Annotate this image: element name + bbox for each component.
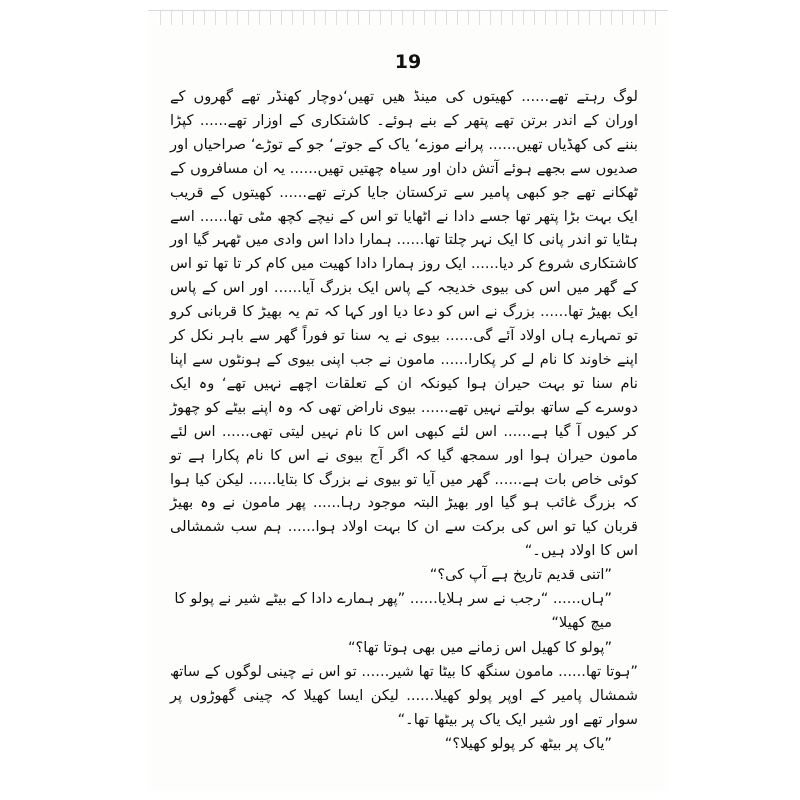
dialogue-line: ”ہوتا تھا...... مامون سنگھ کا بیٹا تھا شیر...... تو اس نے چینی لوگوں کے ساتھ شمشال پامیر کے اوپر پولو کھیلا...... لیکن ایسا کھیلا کہ چینی گھوڑوں پر سوار تھے اور شیر ایک یاک پر بیٹھا تھا۔“: [170, 662, 638, 729]
dialogue-line: ”ہاں...... “رجب نے سر ہلایا...... ”پھر ہمارے دادا کے بیٹے شیر نے پولو کا میچ کھیلا“: [174, 590, 612, 632]
dialogue-block: [170, 563, 638, 757]
body-paragraph: [170, 85, 638, 563]
book-page: [148, 10, 668, 791]
page-number: 19: [394, 51, 422, 73]
dialogue-line: ”یاک پر بیٹھ کر پولو کھیلا؟“: [444, 735, 612, 753]
paragraph-text: لوگ رہتے تھے...... کھیتوں کی مینڈ ھیں تھیں‘دوچار کھنڈر تھے گھروں کے اوران کے اندر برتن تھے پتھر کے بنے ہوئے۔ کاشتکاری کے اوزار تھے...... کپڑا بننے کی کھڈیاں تھیں...... پرانے موزے‘ یاک کے جوتے‘ جو کے توڑے‘ صراحیاں اور صدیوں سے بجھے ہوئے آتش دان اور سیاہ چھتیں تھیں...... یہ ان مسافروں کے ٹھکانے تھے جو کبھی پامیر سے ترکستان جایا کرتے تھے...... کھیتوں کے قریب ایک بہت بڑا پتھر تھا جسے دادا نے اٹھایا تو اس کے نیچے کچھ مٹی تھا...... اسے ہٹایا تو اندر پانی کا ایک نہر چلتا تھا...... ہمارا دادا اس وادی میں ٹھہر گیا اور کاشتکاری شروع کر دیا...... ایک روز ہمارا دادا کھیت میں کام کر تا تھا تو اس کے گھر میں اس کی بیوی خدیجہ کے پاس ایک بزرگ آیا...... اور اس کے پاس ایک بھیڑ تھا...... بزرگ نے اس کو دعا دیا اور کہا کہ تم یہ بھیڑ کا قربانی کرو تو تمہارے ہاں اولاد آئے گی...... بیوی نے یہ سنا تو فوراً گھر سے باہر نکل کر اپنے خاوند کا نام لے کر پکارا...... مامون نے جب اپنی بیوی کے ہونٹوں سے اپنا نام سنا تو بہت حیران ہوا کیونکہ ان کے تعلقات اچھے نہیں تھے‘ وہ ایک دوسرے کے ساتھ بولتے نہیں تھے...... بیوی ناراض تھی کہ وہ اپنے بیٹے کو چھوڑ کر کیوں آ گیا ہے...... اس لئے کبھی اس کا نام نہیں لیتی تھی...... اس لئے مامون حیران ہوا اور سمجھ گیا کہ اگر آج بیوی نے اس کا نام پکارا ہے تو کوئی خاص بات ہے...... گھر میں آیا تو بیوی نے بزرگ کا بتایا...... لیکن کیا ہوا کہ بزرگ غائب ہو گیا اور بھیڑ البتہ موجود رہا...... پھر مامون نے وہ بھیڑ قربان کیا تو اس کی برکت سے ان کا بہت اولاد ہوا...... ہم سب شمشالی اس کا اولاد ہیں۔“: [170, 88, 638, 560]
dialogue-line: ”پولو کا کھیل اس زمانے میں بھی ہوتا تھا؟“: [348, 638, 612, 656]
page-binding-edge: [154, 11, 662, 25]
dialogue-line: ”اتنی قدیم تاریخ ہے آپ کی؟“: [429, 566, 612, 583]
